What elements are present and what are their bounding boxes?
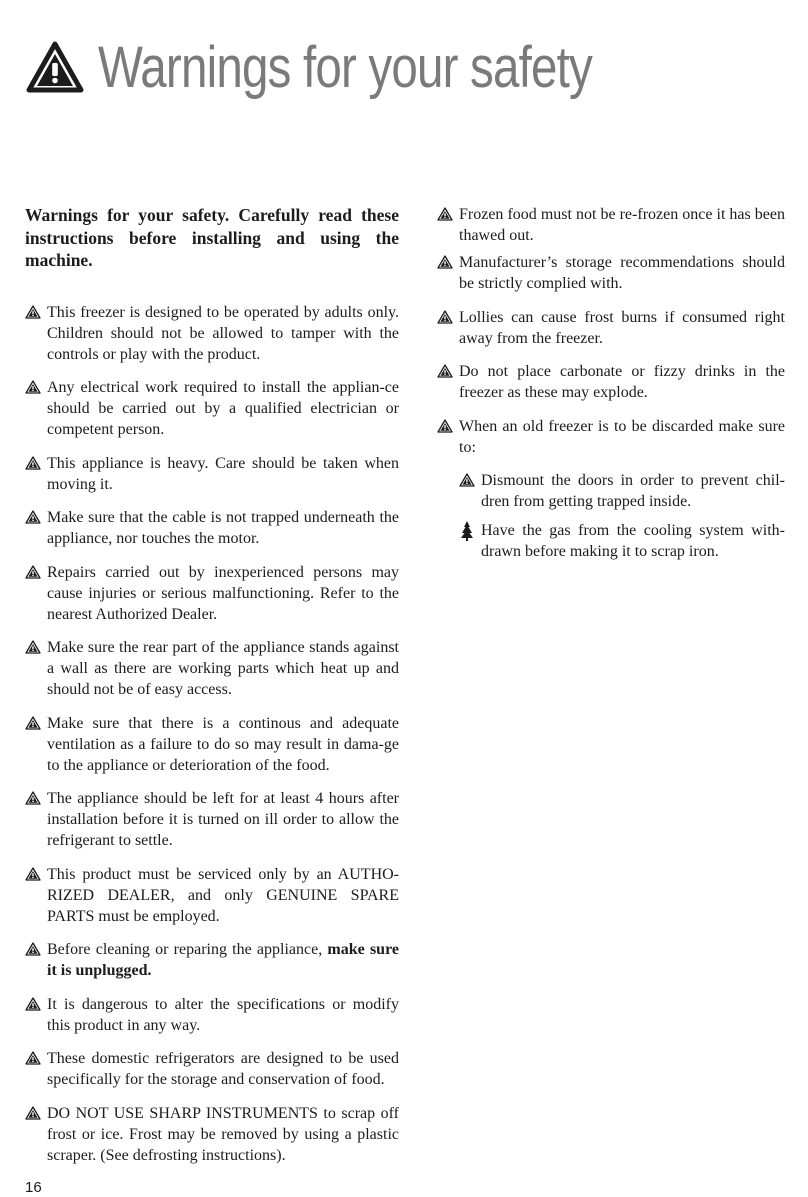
warning-item [437,307,785,349]
page-title [26,32,700,102]
warning-triangle-icon [25,791,41,805]
warning-text: These domestic refrigerators are designed to be used specifically for the storage and conservation of food. [47,1050,399,1088]
warning-item [25,1103,399,1166]
warning-triangle-icon [25,456,41,470]
warning-text: Frozen food must not be re-frozen once it has been thawed out. [459,206,785,244]
warning-triangle-icon [25,997,41,1011]
warning-text: This freezer is designed to be operated by adults only. Children should not be allowed to tamper with the controls or play with the product. [47,303,399,363]
warning-triangle-icon [437,207,453,221]
warning-item [437,361,785,403]
warning-text: When an old freezer is to be discarded make sure to: [459,417,785,456]
warning-text: Make sure the rear part of the appliance stands against a wall as there are working parts which heat up and should not be of easy access. [47,639,399,698]
warning-triangle-icon [437,310,453,324]
warning-triangle-icon [25,942,41,956]
warning-text: Repairs carried out by inexperienced persons may cause injuries or serious malfunctioning. Refer to the nearest Authorized Dealer. [47,563,399,623]
sub-warning-text: Have the gas from the cooling system with-drawn before making it to scrap iron. [481,522,785,560]
warning-item [25,864,399,927]
warning-text: Any electrical work required to install the applian-ce should be carried out by a qualified electrician or competent person. [47,379,399,438]
sub-warning-item [459,520,785,562]
warning-triangle-icon [437,364,453,378]
warning-text: The appliance should be left for at least 4 hours after installation before it is turned on ill order to allow the refrigerant to settle. [47,790,399,849]
warning-text: Do not place carbonate or fizzy drinks in the freezer as these may explode. [459,363,785,401]
warning-item [25,453,399,495]
warning-text: DO NOT USE SHARP INSTRUMENTS to scrap off frost or ice. Frost may be removed by using a plastic scraper. (See defrosting instructions). [47,1104,399,1164]
warning-triangle-icon [25,640,41,654]
warning-item [437,252,785,294]
warning-item [25,939,399,981]
warning-text: Before cleaning or reparing the appliance, [47,941,328,958]
warning-text: Make sure that the cable is not trapped underneath the appliance, nor touches the motor. [47,509,399,547]
warning-item [25,1048,399,1090]
warning-item [25,788,399,851]
warning-item [25,562,399,625]
warning-triangle-icon [25,565,41,579]
warning-text: This product must be serviced only by an AUTHO-RIZED DEALER, and only GENUINE SPARE PARTS must be employed. [47,865,399,925]
warning-text: Make sure that there is a continous and adequate ventilation as a failure to do so may result in dama-ge to the appliance or deterioration of the food. [47,714,399,774]
warning-triangle-icon [25,510,41,524]
warning-item [25,302,399,365]
warning-item [25,637,399,700]
warning-item [25,994,399,1036]
warning-triangle-icon [25,380,41,394]
warning-triangle-icon [25,305,41,319]
warning-item [25,377,399,440]
page-title-text: Warnings for your safety [98,34,592,100]
warning-item [25,507,399,549]
intro-paragraph: Warnings for your safety. Carefully read these instructions before installing and using the machine. [25,205,399,270]
warning-text: It is dangerous to alter the specifications or modify this product in any way. [47,995,399,1034]
warning-triangle-icon [25,867,41,881]
warning-text-emphasis: make sure it is unplugged. [47,941,399,979]
warning-triangle-icon [437,255,453,269]
warning-item [25,713,399,776]
warning-triangle-icon [437,419,453,433]
right-column [437,204,785,570]
warning-triangle-icon [25,716,41,730]
warning-text: Lollies can cause frost burns if consumed right away from the freezer. [459,308,785,347]
warning-triangle-icon [459,473,475,487]
left-column [25,204,399,1178]
warning-triangle-icon [26,41,84,93]
warning-item [437,416,785,458]
warning-triangle-icon [25,1106,41,1120]
warning-triangle-icon [25,1051,41,1065]
page-number: 16 [25,1179,42,1196]
sub-warning-item [459,470,785,512]
warning-item [437,204,785,246]
sub-warning-text: Dismount the doors in order to prevent chil-dren from getting trapped inside. [481,472,785,510]
warning-text: Manufacturer’s storage recommendations should be strictly complied with. [459,254,785,292]
warning-text: This appliance is heavy. Care should be taken when moving it. [47,454,399,493]
tree-icon [460,521,474,541]
